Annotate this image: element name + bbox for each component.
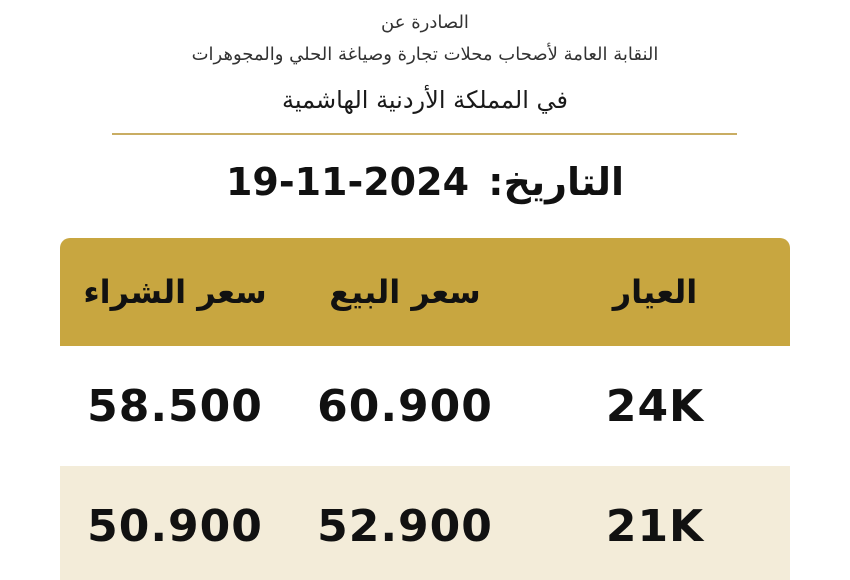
- kingdom-name: في المملكة الأردنية الهاشمية: [281, 86, 569, 114]
- karat-header: العيار: [612, 273, 698, 311]
- sell-price-value: 60.900: [317, 380, 493, 432]
- date-value: 19-11-2024: [225, 160, 470, 204]
- header-divider: [112, 133, 737, 135]
- table-row: [60, 466, 790, 580]
- karat-header-cell: [520, 238, 790, 346]
- sell-price-header: سعر البيع: [329, 273, 481, 311]
- buy-price-value: 58.500: [87, 380, 263, 432]
- sell-price-cell: [290, 346, 520, 466]
- sell-price-header-cell: [290, 238, 520, 346]
- table-header-row: [60, 238, 790, 346]
- sell-price-cell: [290, 466, 520, 580]
- buy-price-cell: [60, 346, 290, 466]
- buy-price-header-cell: [60, 238, 290, 346]
- table-row: [60, 346, 790, 466]
- karat-cell: [520, 346, 790, 466]
- date-line: [0, 160, 850, 204]
- sell-price-value: 52.900: [317, 500, 493, 552]
- karat-value: 24K: [605, 380, 705, 432]
- date-label: التاريخ:: [488, 160, 625, 204]
- karat-cell: [520, 466, 790, 580]
- buy-price-header: سعر الشراء: [83, 273, 267, 311]
- buy-price-value: 50.900: [87, 500, 263, 552]
- buy-price-cell: [60, 466, 290, 580]
- issued-by-text: الصادرة عن: [381, 12, 469, 33]
- gold-price-table: [60, 238, 790, 580]
- karat-value: 21K: [605, 500, 705, 552]
- syndicate-name: النقابة العامة لأصحاب محلات تجارة وصياغة الحلي والمجوهرات: [191, 44, 659, 65]
